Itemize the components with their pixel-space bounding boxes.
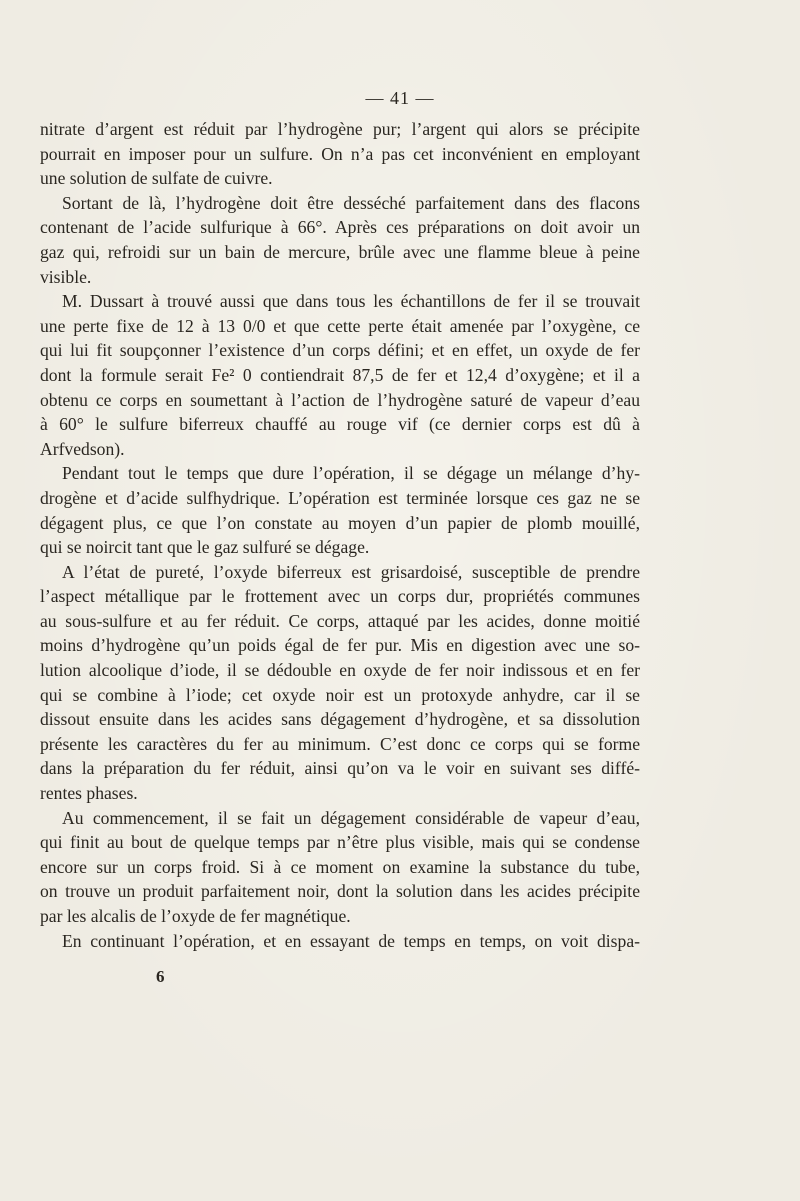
text-line: Pendant tout le temps que dure l’opération, il se dégage un mélange d’hy- [62,463,640,484]
text-line: qui finit au bout de quelque temps par n’être plus visible, mais qui se condense [40,832,640,853]
text-line: à 60° le sulfure biferreux chauffé au rouge vif (ce dernier corps est dû à [40,414,640,435]
text-line: dont la formule serait Fe² 0 contiendrait 87,5 de fer et 12,4 d’oxygène; et il a [40,364,640,385]
signature-mark: 6 [156,967,165,986]
text-line: on trouve un produit parfaitement noir, dont la solution dans les acides précipite [40,881,640,902]
text-line: par les alcalis de l’oxyde de fer magnétique. [40,906,351,926]
text-line: encore sur un corps froid. Si à ce moment on examine la substance du tube, [40,856,640,877]
text-line: Arfvedson). [40,438,125,459]
text-line: nitrate d’argent est réduit par l’hydrogène pur; l’argent qui alors se précipite [40,119,640,139]
text-line: A l’état de pureté, l’oxyde biferreux est grisardoisé, susceptible de prendre [62,561,640,582]
text-line: En continuant l’opération, et en essayant de temps en temps, on voit dispa- [62,930,640,951]
text-line: qui se noircit tant que le gaz sulfuré se dégage. [40,537,370,558]
text-line: une perte fixe de 12 à 13 0/0 et que cette perte était amenée par l’oxygène, ce [40,315,640,336]
text-line: drogène et d’acide sulfhydrique. L’opération est terminée lorsque ces gaz ne se [40,487,640,508]
text-line: l’aspect métallique par le frottement avec un corps dur, propriétés communes [40,586,640,607]
text-line: dissout ensuite dans les acides sans dégagement d’hydrogène, et sa dissolution [40,709,640,730]
text-line: une solution de sulfate de cuivre. [40,168,273,189]
body-text [40,117,640,953]
text-line: présente les caractères du fer au minimum. C’est donc ce corps qui se forme [40,733,640,754]
text-line: moins d’hydrogène qu’un poids égal de fer pur. Mis en digestion avec une so- [40,635,640,656]
text-line: au sous-sulfure et au fer réduit. Ce corps, attaqué par les acides, donne moitié [40,610,640,631]
text-line: obtenu ce corps en soumettant à l’action de l’hydrogène saturé de vapeur d’eau [40,389,640,410]
page-number: — 41 — [365,88,435,108]
text-line: rentes phases. [40,783,138,804]
text-line: dans la préparation du fer réduit, ainsi qu’on va le voir en suivant ses diffé- [40,758,640,779]
text-line: dégagent plus, ce que l’on constate au moyen d’un papier de plomb mouillé, [40,512,640,533]
text-line: gaz qui, refroidi sur un bain de mercure, brûle avec une flamme bleue à peine [40,241,640,262]
text-line: pourrait en imposer pour un sulfure. On n’a pas cet inconvénient en employant [40,143,640,164]
text-line: Au commencement, il se fait un dégagement considérable de vapeur d’eau, [62,807,640,828]
text-line: Sortant de là, l’hydrogène doit être desséché parfaitement dans des flacons [62,192,640,213]
text-line: qui se combine à l’iode; cet oxyde noir est un protoxyde anhydre, car il se [40,684,640,705]
text-line: contenant de l’acide sulfurique à 66°. Après ces préparations on doit avoir un [40,217,640,238]
text-line: visible. [40,266,92,287]
text-line: qui lui fit soupçonner l’existence d’un corps défini; et en effet, un oxyde de fer [40,340,640,361]
text-line: lution alcoolique d’iode, il se dédouble en oxyde de fer noir indissous et en fer [40,660,640,681]
text-line: M. Dussart à trouvé aussi que dans tous les échantillons de fer il se trouvait [62,291,640,312]
